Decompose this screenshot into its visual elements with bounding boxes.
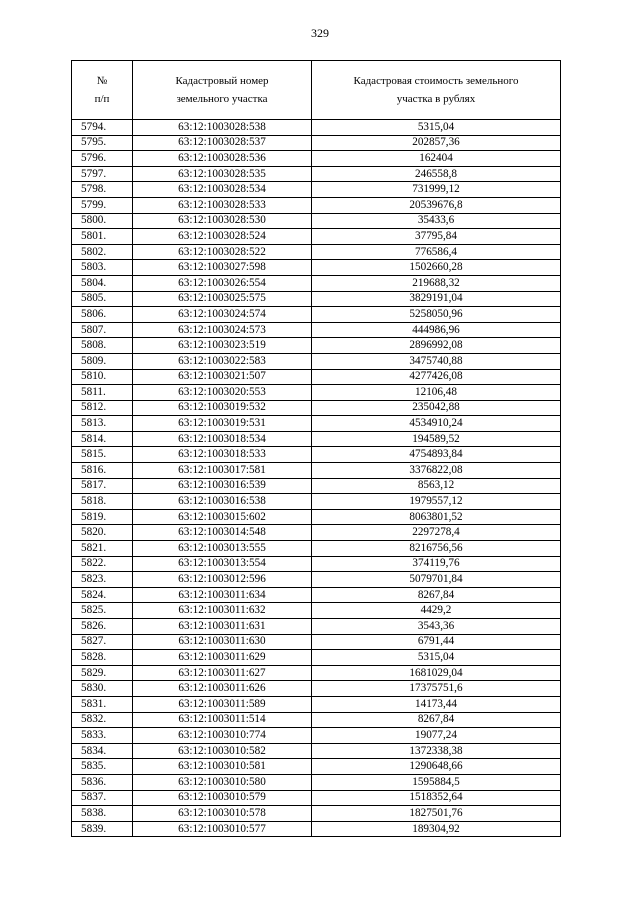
row-index: 5825.	[72, 603, 133, 619]
cadastral-value: 14173,44	[312, 696, 561, 712]
cadastral-number: 63:12:1003028:538	[133, 120, 312, 136]
table-row	[72, 572, 561, 588]
row-index: 5813.	[72, 416, 133, 432]
cadastral-number: 63:12:1003010:580	[133, 774, 312, 790]
page-number: 329	[311, 26, 329, 40]
cadastral-number: 63:12:1003017:581	[133, 463, 312, 479]
cadastral-number: 63:12:1003026:554	[133, 275, 312, 291]
cadastral-number: 63:12:1003013:555	[133, 541, 312, 557]
row-index: 5815.	[72, 447, 133, 463]
cadastral-number: 63:12:1003011:631	[133, 619, 312, 635]
cadastral-value: 12106,48	[312, 385, 561, 401]
cadastral-value: 2297278,4	[312, 525, 561, 541]
table-row	[72, 166, 561, 182]
cadastral-number: 63:12:1003018:534	[133, 431, 312, 447]
table-row	[72, 369, 561, 385]
row-index: 5796.	[72, 151, 133, 167]
table-header-row	[72, 61, 561, 120]
cadastral-value: 1681029,04	[312, 665, 561, 681]
row-index: 5805.	[72, 291, 133, 307]
table-row	[72, 322, 561, 338]
row-index: 5835.	[72, 759, 133, 775]
cadastral-number: 63:12:1003025:575	[133, 291, 312, 307]
table-row	[72, 509, 561, 525]
row-index: 5837.	[72, 790, 133, 806]
table-row	[72, 229, 561, 245]
table-row	[72, 307, 561, 323]
row-index: 5797.	[72, 166, 133, 182]
table-row	[72, 275, 561, 291]
cadastral-value: 8267,84	[312, 587, 561, 603]
row-index: 5794.	[72, 120, 133, 136]
table-row	[72, 525, 561, 541]
row-index: 5821.	[72, 541, 133, 557]
table-row	[72, 135, 561, 151]
cadastral-value: 3543,36	[312, 619, 561, 635]
cadastral-number: 63:12:1003011:634	[133, 587, 312, 603]
row-index: 5830.	[72, 681, 133, 697]
cadastral-number: 63:12:1003028:533	[133, 197, 312, 213]
table-row	[72, 556, 561, 572]
cadastral-number: 63:12:1003028:522	[133, 244, 312, 260]
table-row	[72, 665, 561, 681]
cadastral-value: 189304,92	[312, 821, 561, 837]
cadastral-value: 6791,44	[312, 634, 561, 650]
cadastral-value: 162404	[312, 151, 561, 167]
cadastral-value: 5258050,96	[312, 307, 561, 323]
cadastral-value: 194589,52	[312, 431, 561, 447]
table-row	[72, 650, 561, 666]
row-index: 5811.	[72, 385, 133, 401]
header-cadastral-number: Кадастровый номер земельного участка	[133, 61, 312, 120]
cadastral-number: 63:12:1003028:524	[133, 229, 312, 245]
row-index: 5810.	[72, 369, 133, 385]
cadastral-value: 19077,24	[312, 728, 561, 744]
table-row	[72, 821, 561, 837]
cadastral-number: 63:12:1003027:598	[133, 260, 312, 276]
table-row	[72, 353, 561, 369]
table-row	[72, 400, 561, 416]
cadastral-number: 63:12:1003011:627	[133, 665, 312, 681]
cadastral-value: 35433,6	[312, 213, 561, 229]
table-row	[72, 619, 561, 635]
cadastral-number: 63:12:1003020:553	[133, 385, 312, 401]
row-index: 5814.	[72, 431, 133, 447]
table-row	[72, 338, 561, 354]
table-body	[72, 120, 561, 837]
cadastral-number: 63:12:1003019:531	[133, 416, 312, 432]
table-row	[72, 712, 561, 728]
table-row	[72, 759, 561, 775]
row-index: 5834.	[72, 743, 133, 759]
cadastral-value: 2896992,08	[312, 338, 561, 354]
cadastral-value: 17375751,6	[312, 681, 561, 697]
cadastral-value: 20539676,8	[312, 197, 561, 213]
table-row	[72, 213, 561, 229]
cadastral-value: 1979557,12	[312, 494, 561, 510]
row-index: 5795.	[72, 135, 133, 151]
row-index: 5832.	[72, 712, 133, 728]
row-index: 5838.	[72, 806, 133, 822]
cadastral-value: 1290648,66	[312, 759, 561, 775]
cadastral-value-table	[71, 60, 561, 837]
table-row	[72, 743, 561, 759]
row-index: 5816.	[72, 463, 133, 479]
cadastral-number: 63:12:1003028:536	[133, 151, 312, 167]
row-index: 5808.	[72, 338, 133, 354]
row-index: 5806.	[72, 307, 133, 323]
row-index: 5802.	[72, 244, 133, 260]
header-cadastral-value: Кадастровая стоимость земельного участка в рублях	[312, 61, 561, 120]
row-index: 5826.	[72, 619, 133, 635]
row-index: 5827.	[72, 634, 133, 650]
cadastral-number: 63:12:1003010:582	[133, 743, 312, 759]
cadastral-number: 63:12:1003016:538	[133, 494, 312, 510]
table-row	[72, 431, 561, 447]
row-index: 5836.	[72, 774, 133, 790]
table-row	[72, 728, 561, 744]
cadastral-number: 63:12:1003011:514	[133, 712, 312, 728]
row-index: 5820.	[72, 525, 133, 541]
cadastral-number: 63:12:1003018:533	[133, 447, 312, 463]
cadastral-value: 235042,88	[312, 400, 561, 416]
cadastral-value: 5079701,84	[312, 572, 561, 588]
table-row	[72, 587, 561, 603]
cadastral-value: 37795,84	[312, 229, 561, 245]
table-row	[72, 120, 561, 136]
cadastral-value: 1595884,5	[312, 774, 561, 790]
cadastral-value: 3829191,04	[312, 291, 561, 307]
cadastral-value: 5315,04	[312, 120, 561, 136]
table-row	[72, 416, 561, 432]
table-row	[72, 291, 561, 307]
row-index: 5800.	[72, 213, 133, 229]
cadastral-number: 63:12:1003028:535	[133, 166, 312, 182]
row-index: 5818.	[72, 494, 133, 510]
cadastral-number: 63:12:1003011:632	[133, 603, 312, 619]
cadastral-number: 63:12:1003022:583	[133, 353, 312, 369]
cadastral-value: 731999,12	[312, 182, 561, 198]
cadastral-number: 63:12:1003011:630	[133, 634, 312, 650]
cadastral-number: 63:12:1003012:596	[133, 572, 312, 588]
table-row	[72, 463, 561, 479]
row-index: 5807.	[72, 322, 133, 338]
table-row	[72, 447, 561, 463]
row-index: 5839.	[72, 821, 133, 837]
cadastral-number: 63:12:1003015:602	[133, 509, 312, 525]
cadastral-number: 63:12:1003024:573	[133, 322, 312, 338]
table-row	[72, 696, 561, 712]
row-index: 5824.	[72, 587, 133, 603]
cadastral-number: 63:12:1003014:548	[133, 525, 312, 541]
cadastral-number: 63:12:1003021:507	[133, 369, 312, 385]
row-index: 5828.	[72, 650, 133, 666]
row-index: 5798.	[72, 182, 133, 198]
cadastral-value: 4429,2	[312, 603, 561, 619]
cadastral-value: 3376822,08	[312, 463, 561, 479]
cadastral-number: 63:12:1003023:519	[133, 338, 312, 354]
row-index: 5799.	[72, 197, 133, 213]
table-row	[72, 634, 561, 650]
row-index: 5803.	[72, 260, 133, 276]
cadastral-number: 63:12:1003011:626	[133, 681, 312, 697]
cadastral-number: 63:12:1003010:774	[133, 728, 312, 744]
cadastral-number: 63:12:1003028:537	[133, 135, 312, 151]
row-index: 5804.	[72, 275, 133, 291]
cadastral-value: 202857,36	[312, 135, 561, 151]
table-row	[72, 806, 561, 822]
cadastral-number: 63:12:1003010:581	[133, 759, 312, 775]
header-index: № п/п	[72, 61, 133, 120]
cadastral-value: 1827501,76	[312, 806, 561, 822]
table-row	[72, 541, 561, 557]
cadastral-number: 63:12:1003011:629	[133, 650, 312, 666]
cadastral-number: 63:12:1003024:574	[133, 307, 312, 323]
row-index: 5817.	[72, 478, 133, 494]
cadastral-value: 3475740,88	[312, 353, 561, 369]
cadastral-number: 63:12:1003010:577	[133, 821, 312, 837]
table-row	[72, 494, 561, 510]
cadastral-value: 1502660,28	[312, 260, 561, 276]
cadastral-number: 63:12:1003010:579	[133, 790, 312, 806]
row-index: 5822.	[72, 556, 133, 572]
row-index: 5823.	[72, 572, 133, 588]
cadastral-value: 219688,32	[312, 275, 561, 291]
cadastral-number: 63:12:1003011:589	[133, 696, 312, 712]
row-index: 5801.	[72, 229, 133, 245]
cadastral-value: 8063801,52	[312, 509, 561, 525]
table-row	[72, 790, 561, 806]
table-row	[72, 774, 561, 790]
row-index: 5819.	[72, 509, 133, 525]
row-index: 5831.	[72, 696, 133, 712]
cadastral-value: 4754893,84	[312, 447, 561, 463]
cadastral-value: 374119,76	[312, 556, 561, 572]
cadastral-value: 776586,4	[312, 244, 561, 260]
cadastral-number: 63:12:1003019:532	[133, 400, 312, 416]
cadastral-number: 63:12:1003028:534	[133, 182, 312, 198]
cadastral-value: 1518352,64	[312, 790, 561, 806]
cadastral-value: 8563,12	[312, 478, 561, 494]
table-row	[72, 385, 561, 401]
cadastral-value: 5315,04	[312, 650, 561, 666]
row-index: 5812.	[72, 400, 133, 416]
cadastral-value: 4534910,24	[312, 416, 561, 432]
row-index: 5833.	[72, 728, 133, 744]
table-row	[72, 681, 561, 697]
cadastral-value: 8216756,56	[312, 541, 561, 557]
cadastral-value: 444986,96	[312, 322, 561, 338]
cadastral-value: 8267,84	[312, 712, 561, 728]
cadastral-number: 63:12:1003028:530	[133, 213, 312, 229]
table-row	[72, 151, 561, 167]
table-row	[72, 478, 561, 494]
table-row	[72, 603, 561, 619]
cadastral-value: 4277426,08	[312, 369, 561, 385]
row-index: 5829.	[72, 665, 133, 681]
cadastral-number: 63:12:1003010:578	[133, 806, 312, 822]
cadastral-value: 1372338,38	[312, 743, 561, 759]
row-index: 5809.	[72, 353, 133, 369]
table-row	[72, 244, 561, 260]
cadastral-number: 63:12:1003016:539	[133, 478, 312, 494]
cadastral-number: 63:12:1003013:554	[133, 556, 312, 572]
table-row	[72, 260, 561, 276]
cadastral-value: 246558,8	[312, 166, 561, 182]
table-row	[72, 197, 561, 213]
table-row	[72, 182, 561, 198]
